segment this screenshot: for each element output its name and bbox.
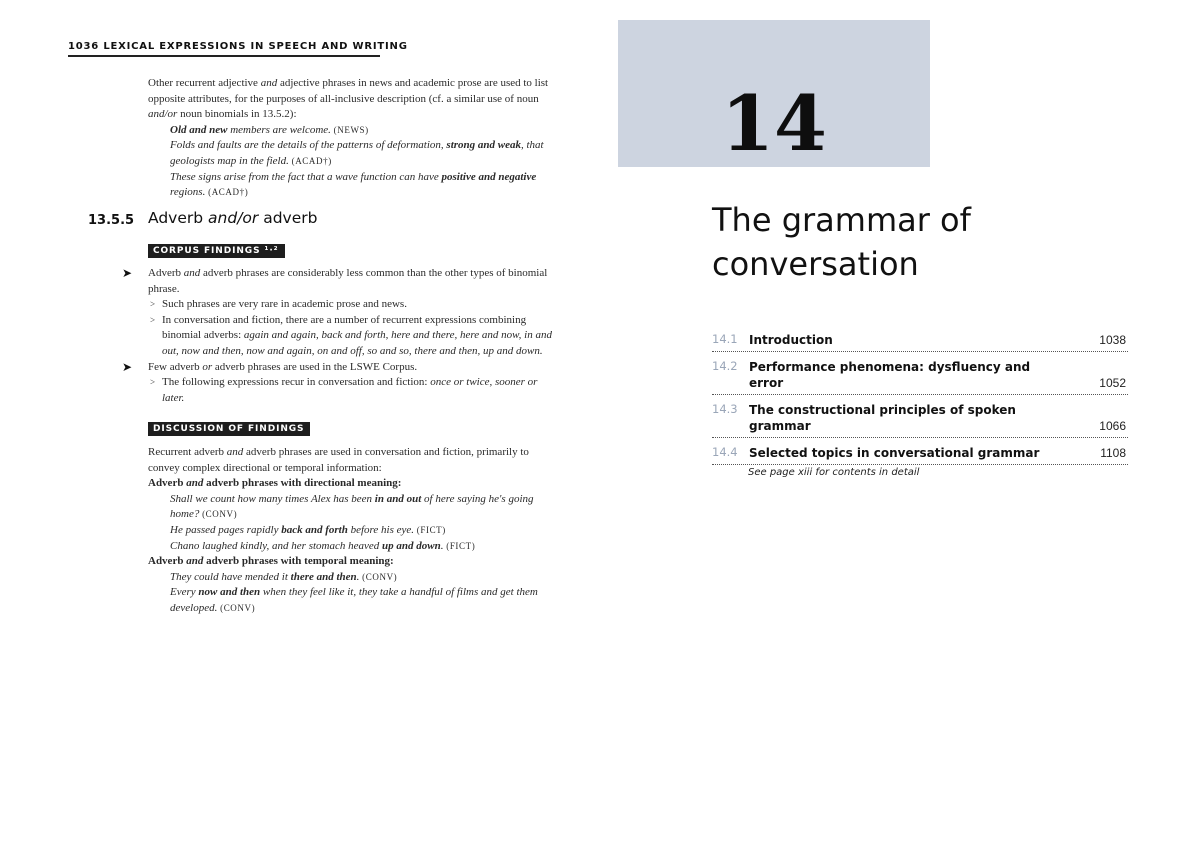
discussion-tag: DISCUSSION OF FINDINGS (148, 422, 310, 436)
toc-entry-number: 14.4 (712, 445, 738, 459)
toc-entry-number: 14.3 (712, 402, 738, 416)
chapter-contents (712, 332, 1128, 472)
toc-entry-page: 1038 (1099, 333, 1126, 347)
example-in-and-out: Shall we count how many times Alex has been in and out of here saying he's going home? (CONV) (170, 492, 534, 521)
section-number: 13.5.5 (88, 213, 135, 228)
finding-subitem: > The following expressions recur in conversation and fiction: once or twice, sooner or later. (150, 376, 538, 404)
small-arrow-icon: > (150, 314, 156, 325)
arrow-bullet-icon: ➤ (122, 359, 133, 374)
example-strong-and-weak: Folds and faults are the details of the patterns of deformation, strong and weak, that geologists map in the field. (ACAD†) (170, 139, 544, 167)
toc-entry[interactable] (712, 359, 1128, 395)
toc-entry[interactable] (712, 332, 1128, 352)
toc-entry-page: 1108 (1100, 446, 1126, 460)
chapter-number: 14 (721, 79, 827, 168)
chapter-number-box (618, 20, 930, 167)
example-now-and-then: Every now and then when they feel like it, they take a handful of films and get them developed. (CONV) (170, 586, 538, 614)
discussion-paragraph: Recurrent adverb and adverb phrases are used in conversation and fiction, primarily to convey complex directional or temporal information: (148, 446, 529, 474)
toc-entry-title: Introduction (749, 333, 833, 347)
toc-entry-title: Selected topics in conversational grammar (749, 446, 1040, 460)
example-old-and-new: Old and new members are welcome. (NEWS) (170, 123, 369, 136)
toc-entry-title: The constructional principles of spoken grammar (749, 403, 1016, 433)
corpus-findings-list (122, 266, 552, 406)
toc-entry-number: 14.1 (712, 332, 738, 346)
section-title: Adverb and/or adverb (148, 209, 318, 227)
toc-entry[interactable] (712, 445, 1128, 465)
toc-entry-page: 1066 (1099, 419, 1126, 433)
small-arrow-icon: > (150, 299, 156, 310)
small-arrow-icon: > (150, 377, 156, 388)
intro-block (148, 76, 552, 201)
discussion-block (148, 445, 552, 617)
arrow-bullet-icon: ➤ (122, 266, 133, 280)
example-there-and-then: They could have mended it there and then. (CONV) (170, 570, 398, 583)
contents-note: See page xiii for contents in detail (748, 467, 920, 478)
toc-entry-title: Performance phenomena: dysfluency and error (749, 360, 1031, 390)
finding-subitem: > In conversation and fiction, there are a number of recurrent expressions combining binomial adverbs: again and again, back and forth, here and there, here and now, in and out, now and then, now and again, on and off, so and so, there and then, up and down. (150, 313, 552, 357)
toc-entry-number: 14.2 (712, 359, 738, 373)
intro-paragraph: Other recurrent adjective and adjective phrases in news and academic prose are used to list opposite attributes, for the purposes of all-inclusive description (cf. a similar use of noun and/or noun binomials in 13.5.2): (148, 77, 549, 121)
toc-entry-page: 1052 (1099, 376, 1126, 390)
section-heading (88, 209, 318, 229)
example-back-and-forth: He passed pages rapidly back and forth before his eye. (FICT) (170, 523, 446, 536)
finding-item: ➤ Adverb and adverb phrases are considerably less common than the other types of binomial phrase. (122, 266, 548, 295)
finding-subitem: > Such phrases are very rare in academic prose and news. (148, 297, 552, 313)
running-head: 1036 LEXICAL EXPRESSIONS IN SPEECH AND WRITING (68, 41, 408, 52)
toc-entry[interactable] (712, 402, 1128, 438)
directional-subheading: Adverb and adverb phrases with directional meaning: (148, 477, 402, 490)
example-up-and-down: Chano laughed kindly, and her stomach heaved up and down. (FICT) (170, 539, 476, 552)
corpus-findings-tag: CORPUS FINDINGS ¹·² (148, 244, 285, 258)
example-positive-and-negative: These signs arise from the fact that a wave function can have positive and negative regions. (ACAD†) (170, 170, 537, 199)
chapter-title: The grammar of conversation (712, 201, 971, 283)
right-page (600, 0, 1200, 849)
finding-item: ➤ Few adverb or adverb phrases are used in the LSWE Corpus. (122, 359, 418, 374)
running-head-rule (68, 55, 380, 57)
temporal-subheading: Adverb and adverb phrases with temporal meaning: (148, 555, 394, 568)
